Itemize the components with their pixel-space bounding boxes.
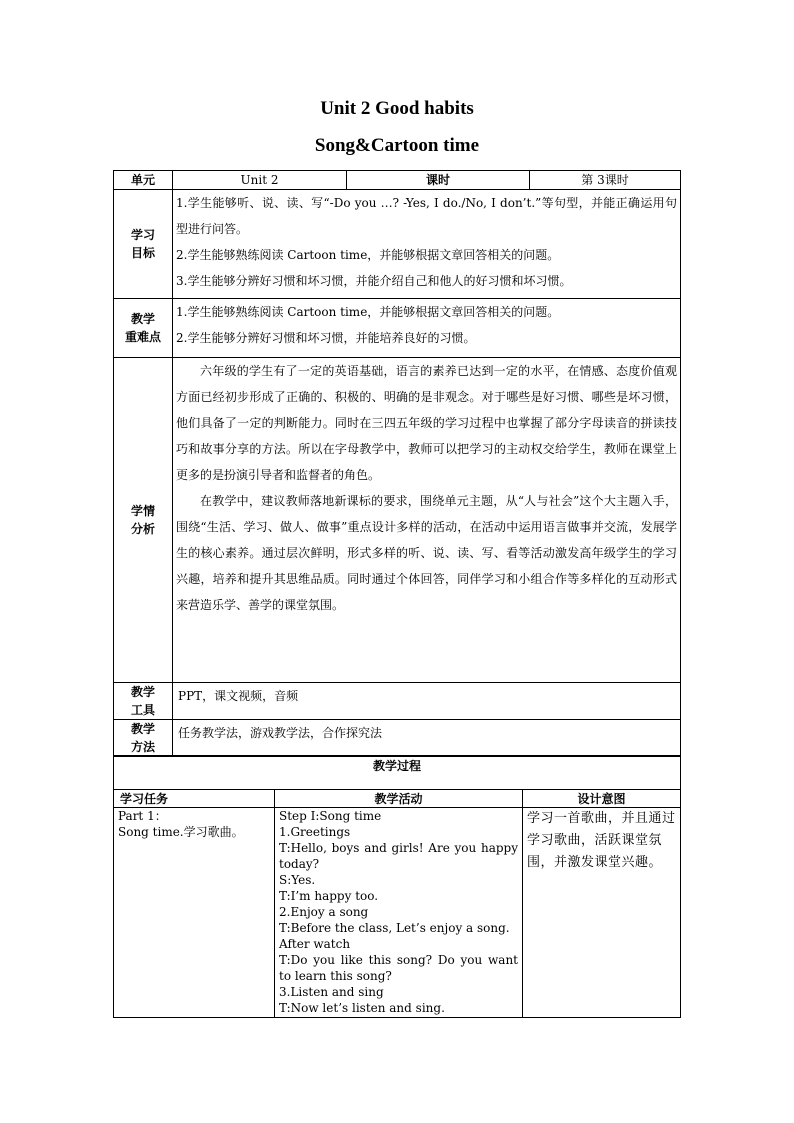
activity-line: T:Do you like this song? Do you want to learn this song? (279, 953, 518, 983)
task-cell: Part 1： Song time.学习歌曲。 (114, 808, 275, 1018)
methods-label: 教学 方法 (114, 720, 173, 757)
activity-line: After watch (279, 937, 351, 951)
methods-value: 任务教学法，游戏教学法，合作探究法 (173, 720, 681, 757)
tools-value: PPT，课文视频，音频 (173, 683, 681, 720)
methods-row (114, 720, 681, 757)
activity-line: T:Before the class, Let’s enjoy a song. (279, 921, 510, 935)
activity-line: 2.Enjoy a song (279, 905, 369, 919)
document-subtitle: Song&Cartoon time (314, 135, 480, 156)
analysis-content (173, 358, 681, 683)
design-cell: 学习一首歌曲，并且通过学习歌曲，活跃课堂氛围，并激发课堂兴趣。 (523, 808, 681, 1018)
key-points-content (173, 299, 681, 358)
process-row (114, 808, 681, 1018)
objectives-label: 学习 目标 (114, 190, 173, 299)
col-task-header: 学习任务 (114, 790, 275, 808)
activity-line: 3.Listen and sing (279, 985, 384, 999)
document-title: Unit 2 Good habits (320, 98, 474, 119)
objective-item: 2.学生能够熟练阅读 Cartoon time，并能够根据文章回答相关的问题。 (176, 248, 560, 262)
analysis-row (114, 358, 681, 683)
activity-line: T:Now let’s listen and sing. (279, 1001, 445, 1015)
teaching-process-table (113, 755, 681, 1018)
activity-line: Step I:Song time (279, 809, 382, 823)
col-design-header: 设计意图 (523, 790, 681, 808)
objectives-content (173, 190, 681, 299)
process-header-row (114, 790, 681, 808)
objectives-row (114, 190, 681, 299)
header-row (114, 171, 681, 190)
unit-value: Unit 2 (173, 171, 347, 190)
lesson-value: 第 3课时 (530, 171, 681, 190)
key-points-label: 教学 重难点 (114, 299, 173, 358)
key-point-item: 1.学生能够熟练阅读 Cartoon time，并能够根据文章回答相关的问题。 (176, 305, 560, 319)
activity-line: T:I’m happy too. (279, 889, 379, 903)
analysis-paragraph: 在教学中，建议教师落地新课标的要求，围绕单元主题，从“人与社会”这个大主题入手，围绕“生活、学习、做人、做事”重点设计多样的活动，在活动中运用语言做事并交流，发展学生的核心素养。通过层次鲜明，形式多样的听、说、读、写、看等活动激发高年级学生的学习兴趣，培养和提升其思维品质。同时通过个体回答，同伴学习和小组合作等多样化的互动形式来营造乐学、善学的课堂氛围。 (176, 494, 677, 612)
lesson-info-table (113, 170, 681, 757)
tools-label: 教学 工具 (114, 683, 173, 720)
activity-cell (275, 808, 523, 1018)
objective-item: 3.学生能够分辨好习惯和坏习惯，并能介绍自己和他人的好习惯和坏习惯。 (176, 274, 572, 288)
process-title: 教学过程 (114, 756, 681, 790)
activity-line: 1.Greetings (279, 825, 351, 839)
key-point-item: 2.学生能够分辨好习惯和坏习惯，并能培养良好的习惯。 (176, 331, 476, 345)
tools-row (114, 683, 681, 720)
activity-line: T:Hello, boys and girls! Are you happy today? (279, 841, 518, 871)
activity-line: S:Yes. (279, 873, 316, 887)
col-activity-header: 教学活动 (275, 790, 523, 808)
lesson-label: 课时 (347, 171, 530, 190)
process-title-row (114, 756, 681, 790)
analysis-paragraph: 六年级的学生有了一定的英语基础，语言的素养已达到一定的水平，在情感、态度价值观方面已经初步形成了正确的、积极的、明确的是非观念。对于哪些是好习惯、哪些是坏习惯，他们具备了一定的判断能力。同时在三四五年级的学习过程中也掌握了部分字母读音的拼读技巧和故事分享的方法。所以在字母教学中，教师可以把学习的主动权交给学生，教师在课堂上更多的是扮演引导者和监督者的角色。 (176, 364, 677, 482)
objective-item: 1.学生能够听、说、读、写“-Do you …? -Yes, I do./No, I don’t.”等句型，并能正确运用句型进行问答。 (176, 196, 677, 236)
key-points-row (114, 299, 681, 358)
analysis-label: 学情 分析 (114, 358, 173, 683)
unit-label: 单元 (114, 171, 173, 190)
